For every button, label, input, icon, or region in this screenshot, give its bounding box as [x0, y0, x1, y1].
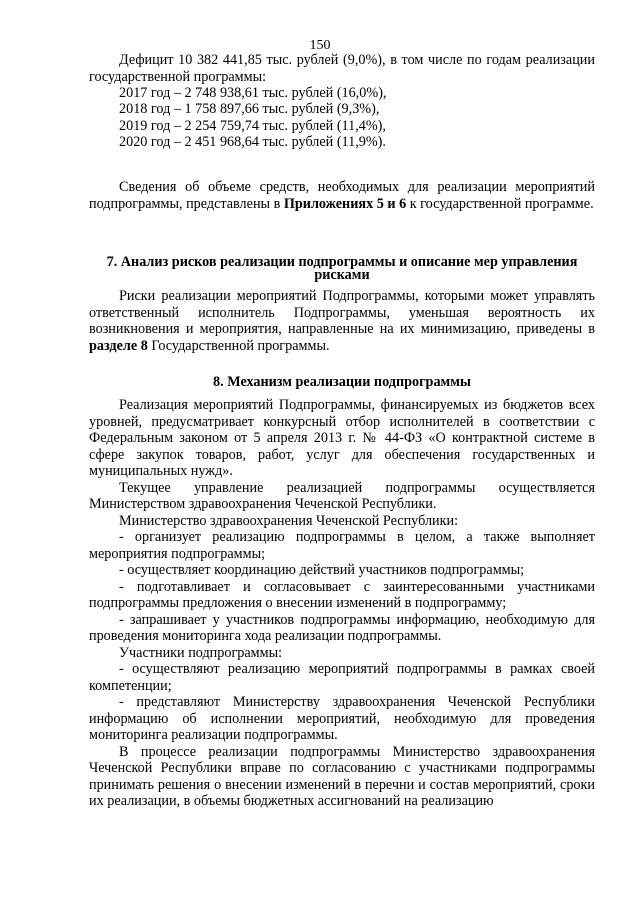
deficit-year-2020: 2020 год – 2 451 968,64 тыс. рублей (11,9%).: [119, 134, 386, 151]
deficit-year-2018: 2018 год – 1 758 897,66 тыс. рублей (9,3%),: [119, 101, 380, 118]
section-7-text-after: Государственной программы.: [147, 337, 330, 354]
funding-info-paragraph: [89, 179, 595, 212]
section-8-list-item: - осуществляет координацию действий участников подпрограммы;: [119, 562, 525, 578]
section-8-body: [89, 397, 595, 810]
section-8-participants-label: Участники подпрограммы:: [119, 644, 283, 661]
section-8-list-item: - подготавливает и согласовывает с заинтересованными участниками подпрограммы предложения о внесении изменений в подпрограмму;: [89, 578, 595, 611]
section-8-list-item: - организует реализацию подпрограммы в целом, а также выполняет мероприятия подпрограммы;: [89, 529, 595, 562]
funding-info-block: [89, 179, 595, 212]
section-8-paragraph-changes: В процессе реализации подпрограммы Министерство здравоохранения Чеченской Республики вправе по согласованию с участниками подпрограммы принимать решения о внесении изменений в перечни и состав мероприятий, сроки их реализации, в объемы бюджетных ассигнований на реализацию: [89, 743, 595, 809]
deficit-year-2017: 2017 год – 2 748 938,61 тыс. рублей (16,0%),: [119, 85, 387, 101]
deficit-year-2019: 2019 год – 2 254 759,74 тыс. рублей (11,4%),: [119, 117, 386, 134]
section-7-body: [89, 288, 595, 354]
deficit-intro: Дефицит 10 382 441,85 тыс. рублей (9,0%), в том числе по годам реализации государственной программы:: [89, 52, 595, 85]
page-number: 150: [309, 38, 331, 53]
section-8-ministry-label: Министерство здравоохранения Чеченской Республики:: [119, 512, 459, 529]
funding-info-before: Сведения об объеме средств, необходимых для реализации мероприятий подпрограммы, представлены в: [89, 179, 595, 212]
deficit-block: [89, 52, 595, 151]
section-7-heading: 7. Анализ рисков реализации подпрограммы и описание мер управления рисками: [106, 254, 578, 283]
section-8-list-item: - представляют Министерству здравоохранения Чеченской Республики информацию об исполнении мероприятий, необходимую для проведения мониторинга реализации подпрограммы.: [89, 694, 595, 743]
section-8-list-item: - запрашивает у участников подпрограммы информацию, необходимую для проведения мониторинга хода реализации подпрограммы.: [89, 611, 595, 644]
section-8-heading: 8. Механизм реализации подпрограммы: [213, 374, 471, 390]
section-7-text-before: Риски реализации мероприятий Подпрограммы, которыми может управлять ответственный исполнитель Подпрограммы, уменьшая вероятность их возникновения и мероприятия, направленные на их минимизацию, приведены в: [89, 288, 595, 337]
section-8-paragraph-procurement: Реализация мероприятий Подпрограммы, финансируемых из бюджетов всех уровней, предусматривает конкурсный отбор исполнителей в соответствии с Федеральным законом от 5 апреля 2013 г. № 44-ФЗ «О контрактной системе в сфере закупок товаров, работ, услуг для обеспечения государственных и муниципальных нужд».: [89, 397, 595, 479]
section-7-section-ref: разделе 8: [89, 337, 148, 354]
section-8-paragraph-management: Текущее управление реализацией подпрограммы осуществляется Министерством здравоохранения Чеченской Республики.: [89, 479, 595, 512]
section-7-paragraph: [89, 288, 595, 354]
section-8-list-item: - осуществляют реализацию мероприятий подпрограммы в рамках своей компетенции;: [89, 661, 595, 694]
funding-info-after: к государственной программе.: [406, 195, 594, 212]
funding-info-appendix-ref: Приложениях 5 и 6: [283, 195, 407, 212]
